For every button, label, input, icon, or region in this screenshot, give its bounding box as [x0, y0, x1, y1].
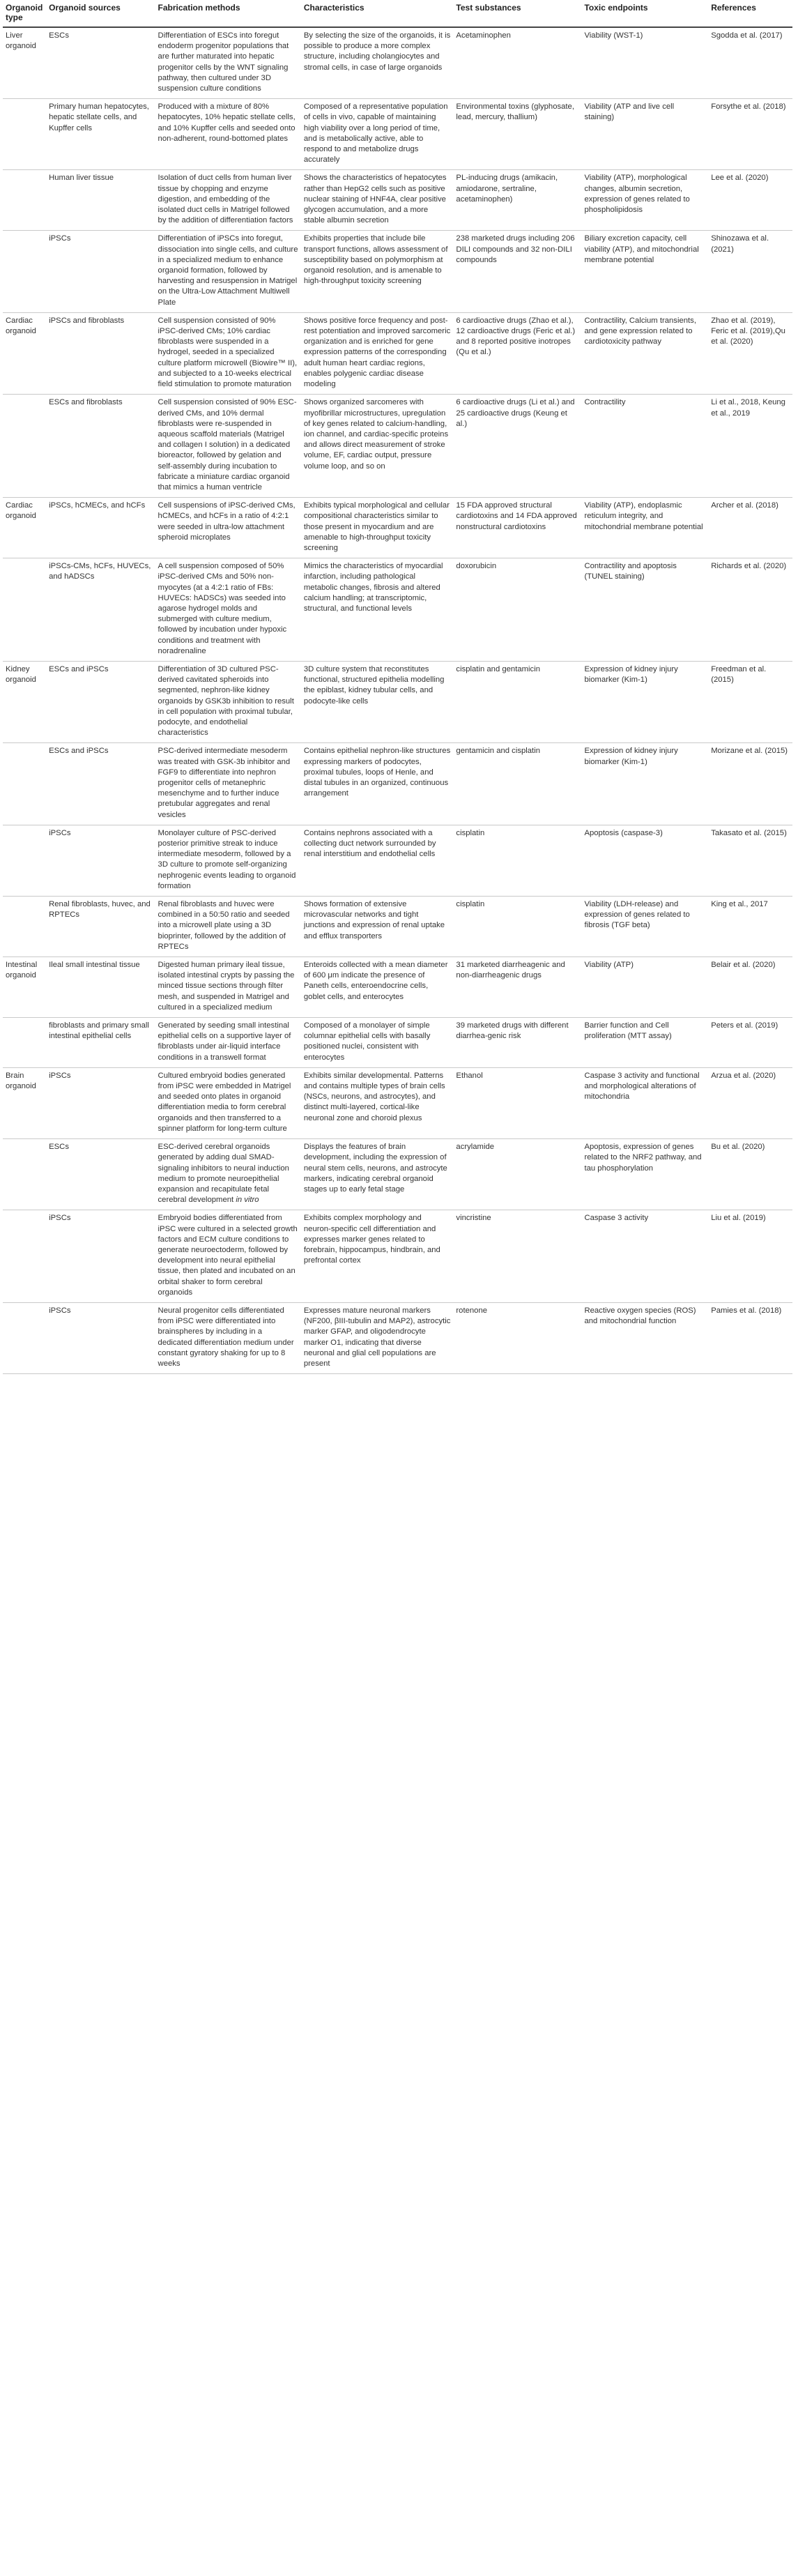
test-substances-cell — [453, 170, 581, 231]
table-row — [3, 558, 792, 662]
fabrication-method-cell — [155, 1139, 301, 1210]
test-substances-cell — [453, 395, 581, 498]
references-cell — [708, 1018, 792, 1068]
table-row — [3, 498, 792, 558]
references-text: Sgodda et al. (2017) — [711, 31, 783, 40]
fabrication-method-text: Isolation of duct cells from human liver tissue by chopping and enzyme digestion, and embedding of the isolated duct cells in Matrigel followed by the addition of differentiation factors — [158, 174, 293, 225]
references-text: Pamies et al. (2018) — [711, 1306, 782, 1315]
fabrication-method-cell — [155, 825, 301, 896]
characteristics-cell — [301, 395, 454, 498]
test-substances-cell — [453, 1210, 581, 1303]
table-row — [3, 743, 792, 825]
characteristics-text: Exhibits complex morphology and neuron-specific cell differentiation and expresses marker genes related to forebrain, hippocampus, hindbrain, and prefrontal cortex — [303, 1214, 440, 1265]
table-row — [3, 170, 792, 231]
organoid-source-text: Human liver tissue — [49, 174, 114, 183]
references-text: Forsythe et al. (2018) — [711, 102, 786, 112]
table-body — [3, 27, 792, 1374]
organoid-source-text: ESCs — [49, 1143, 69, 1152]
references-cell — [708, 1067, 792, 1138]
characteristics-text: 3D culture system that reconstitutes functional, structured epithelia modelling the epiblast, kidney tubular cells, and podocyte-like cells — [303, 664, 445, 706]
test-substances-cell — [453, 1018, 581, 1068]
characteristics-text: Composed of a representative population of cells in vivo, capable of maintaining high viability over a long period of time, and is metabolically active, able to respond to and metabolize drugs accurately — [303, 102, 448, 165]
organoid-source-cell — [46, 1067, 155, 1138]
references-cell — [708, 312, 792, 394]
test-substances-text: PL-inducing drugs (amikacin, amiodarone, sertraline, acetaminophen) — [456, 174, 558, 204]
toxic-endpoints-text: Contractility and apoptosis (TUNEL staining) — [584, 562, 677, 581]
organoid-type-cell — [3, 99, 46, 170]
toxic-endpoints-text: Reactive oxygen species (ROS) and mitochondrial function — [584, 1306, 696, 1326]
toxic-endpoints-text: Expression of kidney injury biomarker (Kim-1) — [584, 664, 678, 685]
header-row — [3, 0, 792, 27]
organoid-type-cell — [3, 743, 46, 825]
organoid-source-text: iPSCs-CMs, hCFs, HUVECs, and hADSCs — [49, 562, 151, 581]
toxic-endpoints-cell — [581, 99, 708, 170]
organoid-type-cell — [3, 1067, 46, 1138]
table-row — [3, 825, 792, 896]
test-substances-text: 6 cardioactive drugs (Zhao et al.), 12 cardioactive drugs (Feric et al.) and 8 reported positive inotropes (Qu et al.) — [456, 316, 576, 357]
toxic-endpoints-text: Apoptosis, expression of genes related to the NRF2 pathway, and tau phosphorylation — [584, 1143, 702, 1173]
fabrication-method-cell — [155, 1302, 301, 1373]
toxic-endpoints-cell — [581, 1210, 708, 1303]
fabrication-method-text: Cell suspension consisted of 90% ESC-derived CMs, and 10% dermal fibroblasts were re-suspended in aqueous scaffold materials (Matrigel and collagen I solution) in a dedicated bioreactor, followed by gelation and self-assembly during incubation to fabricate a miniature cardiac organoid that mimics a human ventricle — [158, 398, 297, 491]
toxic-endpoints-text: Contractility — [584, 398, 626, 407]
organoid-source-text: ESCs and fibroblasts — [49, 398, 123, 407]
fabrication-method-cell — [155, 395, 301, 498]
test-substances-text: gentamicin and cisplatin — [456, 747, 540, 756]
fabrication-method-cell — [155, 170, 301, 231]
organoid-type-cell — [3, 312, 46, 394]
organoid-source-cell — [46, 231, 155, 312]
characteristics-cell — [301, 170, 454, 231]
references-text: King et al., 2017 — [711, 900, 768, 909]
organoid-source-text: Ileal small intestinal tissue — [49, 961, 140, 970]
organoid-source-cell — [46, 312, 155, 394]
test-substances-text: 31 marketed diarrheagenic and non-diarrheagenic drugs — [456, 961, 565, 980]
toxic-endpoints-cell — [581, 27, 708, 99]
organoid-source-text: ESCs — [49, 31, 69, 40]
organoid-source-cell — [46, 661, 155, 742]
characteristics-text: Expresses mature neuronal markers (NF200, βIII-tubulin and MAP2), astrocytic marker GFAP, and oligodendrocyte marker O1, indicating that diverse neuronal and glial cell populations are present — [303, 1306, 451, 1368]
toxic-endpoints-cell — [581, 1067, 708, 1138]
fabrication-method-cell — [155, 1210, 301, 1303]
organoid-source-text: Renal fibroblasts, huvec, and RPTECs — [49, 900, 151, 920]
test-substances-cell — [453, 231, 581, 312]
table-row — [3, 1018, 792, 1068]
characteristics-cell — [301, 1067, 454, 1138]
test-substances-cell — [453, 1139, 581, 1210]
toxic-endpoints-text: Viability (ATP and live cell staining) — [584, 102, 675, 122]
references-text: Lee et al. (2020) — [711, 174, 769, 183]
references-text: Arzua et al. (2020) — [711, 1071, 776, 1080]
references-cell — [708, 498, 792, 558]
organoid-source-cell — [46, 1302, 155, 1373]
references-cell — [708, 99, 792, 170]
test-substances-cell — [453, 743, 581, 825]
toxic-endpoints-cell — [581, 231, 708, 312]
toxic-endpoints-cell — [581, 957, 708, 1018]
organoid-type-cell — [3, 395, 46, 498]
toxic-endpoints-text: Contractility, Calcium transients, and gene expression related to cardiotoxicity pathway — [584, 316, 696, 346]
fabrication-method-cell — [155, 312, 301, 394]
characteristics-cell — [301, 99, 454, 170]
organoid-type-text: Cardiac organoid — [6, 316, 36, 336]
fabrication-method-cell — [155, 661, 301, 742]
characteristics-cell — [301, 1018, 454, 1068]
characteristics-text: Contains nephrons associated with a collecting duct network surrounded by renal interstitium and endothelial cells — [303, 828, 436, 859]
table-row — [3, 897, 792, 957]
table-row — [3, 99, 792, 170]
fabrication-method-text: Monolayer culture of PSC-derived posterior primitive streak to induce intermediate mesoderm, followed by a 3D culture to promote self-organizing nephrogenic events leading to organoid formation — [158, 828, 296, 890]
toxic-endpoints-cell — [581, 897, 708, 957]
toxic-endpoints-text: Viability (ATP) — [584, 961, 634, 970]
characteristics-text: Enteroids collected with a mean diameter of 600 μm indicate the presence of Paneth cells, enteroendocrine cells, goblet cells, and enterocytes — [303, 961, 448, 1001]
characteristics-text: Contains epithelial nephron-like structures expressing markers of podocytes, proximal tubules, loops of Henle, and distal tubules in an organized, continuous arrangement — [303, 747, 451, 798]
references-cell — [708, 1139, 792, 1210]
toxic-endpoints-cell — [581, 743, 708, 825]
organoid-table — [3, 0, 792, 1374]
references-cell — [708, 743, 792, 825]
organoid-source-text: fibroblasts and primary small intestinal epithelial cells — [49, 1021, 149, 1041]
references-cell — [708, 558, 792, 662]
toxic-endpoints-text: Expression of kidney injury biomarker (Kim-1) — [584, 747, 678, 766]
characteristics-text: Displays the features of brain development, including the expression of neural stem cells, neurons, and astrocyte markers, indicating cerebral organoid stages up to early fetal stage — [303, 1143, 447, 1194]
toxic-endpoints-text: Viability (ATP), endoplasmic reticulum integrity, and mitochondrial membrane potential — [584, 501, 703, 531]
organoid-source-text: iPSCs — [49, 1306, 71, 1315]
test-substances-text: doxorubicin — [456, 562, 497, 571]
fabrication-method-text: ESC-derived cerebral organoids generated by adding dual SMAD-signaling inhibitors to neural induction medium to promote neuroepithelial expansion and recapitulate fetal cerebral development — [158, 1143, 289, 1205]
organoid-source-text: iPSCs — [49, 828, 71, 837]
organoid-source-cell — [46, 27, 155, 99]
table-row — [3, 1302, 792, 1373]
toxic-endpoints-cell — [581, 312, 708, 394]
organoid-type-cell — [3, 498, 46, 558]
test-substances-text: 15 FDA approved structural cardiotoxins and 14 FDA approved nonstructural cardiotoxins — [456, 501, 577, 531]
test-substances-cell — [453, 897, 581, 957]
test-substances-cell — [453, 825, 581, 896]
organoid-source-cell — [46, 395, 155, 498]
fabrication-method-text: Differentiation of iPSCs into foregut, dissociation into single cells, and culture in a specialized medium to enhance organoid formation, followed by harvesting and resuspension in Matrigel on the Ultra-Low Attachment Multiwell Plate — [158, 234, 298, 307]
references-text: Bu et al. (2020) — [711, 1143, 765, 1152]
organoid-type-text: Intestinal organoid — [6, 961, 38, 980]
test-substances-cell — [453, 99, 581, 170]
organoid-type-text: Brain organoid — [6, 1071, 36, 1091]
organoid-type-cell — [3, 957, 46, 1018]
test-substances-text: cisplatin — [456, 900, 485, 909]
column-header: Test substances — [453, 0, 581, 27]
references-cell — [708, 1302, 792, 1373]
test-substances-text: 6 cardioactive drugs (Li et al.) and 25 cardioactive drugs (Keung et al.) — [456, 398, 575, 428]
organoid-type-cell — [3, 661, 46, 742]
organoid-source-text: iPSCs, hCMECs, and hCFs — [49, 501, 146, 510]
test-substances-cell — [453, 661, 581, 742]
characteristics-text: Composed of a monolayer of simple columnar epithelial cells with basally positioned nuclei, consistent with enterocytes — [303, 1021, 431, 1062]
toxic-endpoints-cell — [581, 661, 708, 742]
test-substances-text: Acetaminophen — [456, 31, 511, 40]
organoid-source-cell — [46, 99, 155, 170]
test-substances-cell — [453, 558, 581, 662]
toxic-endpoints-cell — [581, 498, 708, 558]
table-row — [3, 661, 792, 742]
fabrication-method-text: Differentiation of 3D cultured PSC-derived cavitated spheroids into segmented, nephron-like kidney organoids by GSK3b inhibition to result in cell population with proximal tubular, podocyte, and endothelial characteristics — [158, 664, 294, 738]
characteristics-text: By selecting the size of the organoids, it is possible to produce a more complex structure, including cholangiocytes and stromal cells, in case of large organoids — [303, 31, 451, 72]
organoid-source-cell — [46, 1210, 155, 1303]
fabrication-method-cell — [155, 897, 301, 957]
characteristics-cell — [301, 1139, 454, 1210]
fabrication-method-text: Cell suspensions of iPSC-derived CMs, hCMECs, and hCFs in a ratio of 4:2:1 were seeded in ultra-low attachment spheroid microplates — [158, 501, 296, 542]
characteristics-text: Exhibits typical morphological and cellular compositional characteristics similar to those present in myocardium and are amenable to high-throughput toxicity screening — [303, 501, 450, 552]
references-text: Morizane et al. (2015) — [711, 747, 788, 756]
references-cell — [708, 231, 792, 312]
fabrication-method-text: Generated by seeding small intestinal epithelial cells on a supportive layer of fibroblasts under air-liquid interface conditions in a transwell format — [158, 1021, 291, 1062]
fabrication-method-cell — [155, 99, 301, 170]
characteristics-text: Mimics the characteristics of myocardial infarction, including pathological metabolic changes, fibrosis and altered calcium handling; at transcriptomic, structural, and functional levels — [303, 562, 443, 613]
fabrication-method-text: Differentiation of ESCs into foregut endoderm progenitor populations that are further maturated into hepatic progenitor cells by the WNT signaling pathway, then cultured under 3D suspension culture conditions — [158, 31, 289, 93]
references-text: Shinozawa et al. (2021) — [711, 234, 769, 254]
organoid-type-text: Kidney organoid — [6, 664, 36, 685]
fabrication-method-cell — [155, 498, 301, 558]
fabrication-method-cell — [155, 231, 301, 312]
characteristics-text: Shows the characteristics of hepatocytes rather than HepG2 cells such as positive nuclear staining of HNF4A, clear positive glycogen accumulation, and a more stable albumin secretion — [303, 174, 447, 225]
characteristics-text: Exhibits properties that include bile transport functions, allows assessment of susceptibility based on polymorphism at organoid resolution, and is amenable to high-throughput toxicity screening — [303, 234, 448, 286]
references-cell — [708, 825, 792, 896]
fabrication-method-text: Neural progenitor cells differentiated from iPSC were differentiated into brainspheres by including in a dedicated differentiation medium under constant gyratory shaking for up to 8 weeks — [158, 1306, 294, 1368]
organoid-source-text: iPSCs — [49, 1071, 71, 1080]
toxic-endpoints-cell — [581, 558, 708, 662]
fabrication-method-text: Digested human primary ileal tissue, isolated intestinal crypts by passing the minced tissue sections through filter mesh, and suspended in Matrigel and cultured in a specialized medium — [158, 961, 295, 1012]
characteristics-text: Exhibits similar developmental. Patterns and contains multiple types of brain cells (NSCs, neurons, and astrocytes), and distinct multi-layered, cortical-like neuronal zone and choroid plexus — [303, 1071, 445, 1122]
characteristics-cell — [301, 558, 454, 662]
characteristics-text: Shows formation of extensive microvascular networks and tight junctions and expression of renal uptake and efflux transporters — [303, 900, 445, 940]
references-text: Li et al., 2018, Keung et al., 2019 — [711, 398, 785, 418]
references-text: Liu et al. (2019) — [711, 1214, 766, 1223]
fabrication-method-cell — [155, 1018, 301, 1068]
test-substances-cell — [453, 498, 581, 558]
organoid-type-text: Liver organoid — [6, 31, 36, 51]
organoid-source-cell — [46, 825, 155, 896]
fabrication-method-text: Renal fibroblasts and huvec were combined in a 50:50 ratio and seeded into a microwell plate using a 3D bioprinter, followed by the addition of RPTECs — [158, 900, 290, 951]
table-row — [3, 231, 792, 312]
organoid-source-text: ESCs and iPSCs — [49, 747, 109, 756]
characteristics-cell — [301, 1210, 454, 1303]
table-row — [3, 1067, 792, 1138]
references-cell — [708, 957, 792, 1018]
references-text: Freedman et al. (2015) — [711, 664, 767, 685]
organoid-source-cell — [46, 1018, 155, 1068]
organoid-type-cell — [3, 231, 46, 312]
organoid-type-cell — [3, 1302, 46, 1373]
toxic-endpoints-cell — [581, 1018, 708, 1068]
organoid-source-text: iPSCs and fibroblasts — [49, 316, 125, 325]
toxic-endpoints-text: Caspase 3 activity and functional and morphological alterations of mitochondria — [584, 1071, 700, 1102]
fabrication-method-emphasis: in vitro — [236, 1196, 259, 1205]
references-cell — [708, 897, 792, 957]
organoid-source-cell — [46, 1139, 155, 1210]
organoid-type-cell — [3, 558, 46, 662]
toxic-endpoints-text: Apoptosis (caspase-3) — [584, 828, 663, 837]
fabrication-method-text: Embryoid bodies differentiated from iPSC were cultured in a selected growth factors and ECM culture conditions to generate neuroectoderm, followed by development into neural epithelial tissue, then plated and incubated on an orbital shaker to form cerebral organoids — [158, 1214, 298, 1297]
column-header: Fabrication methods — [155, 0, 301, 27]
fabrication-method-cell — [155, 743, 301, 825]
test-substances-text: vincristine — [456, 1214, 491, 1223]
references-text: Richards et al. (2020) — [711, 562, 787, 571]
column-header: Organoid sources — [46, 0, 155, 27]
references-cell — [708, 395, 792, 498]
table-row — [3, 957, 792, 1018]
toxic-endpoints-text: Viability (LDH-release) and expression of genes related to fibrosis (TGF beta) — [584, 900, 690, 930]
organoid-type-cell — [3, 1139, 46, 1210]
references-text: Takasato et al. (2015) — [711, 828, 787, 837]
characteristics-cell — [301, 897, 454, 957]
toxic-endpoints-cell — [581, 1302, 708, 1373]
organoid-type-text: Cardiac organoid — [6, 501, 36, 521]
test-substances-text: 238 marketed drugs including 206 DILI compounds and 32 non-DILI compounds — [456, 234, 575, 264]
organoid-type-cell — [3, 1210, 46, 1303]
fabrication-method-cell — [155, 957, 301, 1018]
organoid-source-cell — [46, 498, 155, 558]
column-header: Characteristics — [301, 0, 454, 27]
characteristics-text: Shows positive force frequency and post-rest potentiation and improved sarcomeric organization and is enriched for gene expression patterns of the corresponding adult human heart cardiac regions, enables polygenic cardiac disease modeling — [303, 316, 451, 389]
toxic-endpoints-cell — [581, 170, 708, 231]
fabrication-method-text: A cell suspension composed of 50% iPSC-derived CMs and 50% non-myocytes (at a 4:2:1 ratio of FBs: HUVECs: hADSCs) was seeded into agarose hydrogel molds and submerged with culture medium, followed by incubation under hypoxic conditions and treatment with noradrenaline — [158, 562, 287, 655]
test-substances-text: 39 marketed drugs with different diarrhea-genic risk — [456, 1021, 569, 1041]
test-substances-cell — [453, 1067, 581, 1138]
table-row — [3, 1210, 792, 1303]
toxic-endpoints-text: Viability (WST-1) — [584, 31, 643, 40]
test-substances-text: cisplatin — [456, 828, 485, 837]
toxic-endpoints-cell — [581, 1139, 708, 1210]
table-row — [3, 1139, 792, 1210]
organoid-source-text: Primary human hepatocytes, hepatic stellate cells, and Kupffer cells — [49, 102, 149, 132]
organoid-type-cell — [3, 27, 46, 99]
test-substances-text: cisplatin and gentamicin — [456, 664, 540, 673]
characteristics-cell — [301, 1302, 454, 1373]
test-substances-cell — [453, 312, 581, 394]
characteristics-text: Shows organized sarcomeres with myofibrillar microstructures, upregulation of key genes related to calcium-handling, ion channel, and cardiac-specific proteins and allows direct measurement of stroke volume, EF, cardiac output, pressure volume loop, and so on — [303, 398, 449, 471]
references-text: Archer et al. (2018) — [711, 501, 778, 510]
fabrication-method-text: PSC-derived intermediate mesoderm was treated with GSK-3b inhibitor and FGF9 to differentiate into nephron progenitor cells of metanephric mesenchyme and to further induce pretubular aggregates and renal vesicles — [158, 747, 291, 819]
organoid-source-text: iPSCs — [49, 1214, 71, 1223]
table-row — [3, 27, 792, 99]
references-text: Zhao et al. (2019), Feric et al. (2019),Qu et al. (2020) — [711, 316, 785, 346]
fabrication-method-text: Cultured embryoid bodies generated from iPSC were embedded in Matrigel and seeded onto plates in organoid differentiation media to form cerebral organoids and then transferred to a spinner platform for long-term culture — [158, 1071, 291, 1133]
characteristics-cell — [301, 743, 454, 825]
test-substances-cell — [453, 957, 581, 1018]
toxic-endpoints-text: Barrier function and Cell proliferation (MTT assay) — [584, 1021, 672, 1041]
organoid-source-text: iPSCs — [49, 234, 71, 243]
toxic-endpoints-cell — [581, 825, 708, 896]
test-substances-text: rotenone — [456, 1306, 488, 1315]
organoid-type-cell — [3, 1018, 46, 1068]
characteristics-cell — [301, 27, 454, 99]
organoid-source-cell — [46, 897, 155, 957]
column-header: Organoid type — [3, 0, 46, 27]
organoid-source-cell — [46, 957, 155, 1018]
references-text: Belair et al. (2020) — [711, 961, 776, 970]
table-row — [3, 312, 792, 394]
fabrication-method-cell — [155, 558, 301, 662]
organoid-source-text: ESCs and iPSCs — [49, 664, 109, 673]
organoid-type-cell — [3, 170, 46, 231]
test-substances-cell — [453, 1302, 581, 1373]
characteristics-cell — [301, 957, 454, 1018]
references-cell — [708, 661, 792, 742]
fabrication-method-cell — [155, 27, 301, 99]
toxic-endpoints-cell — [581, 395, 708, 498]
column-header: References — [708, 0, 792, 27]
organoid-source-cell — [46, 558, 155, 662]
characteristics-cell — [301, 661, 454, 742]
test-substances-text: Environmental toxins (glyphosate, lead, mercury, thallium) — [456, 102, 574, 122]
characteristics-cell — [301, 498, 454, 558]
fabrication-method-text: Produced with a mixture of 80% hepatocytes, 10% hepatic stellate cells, and 10% Kupffer cells and seeded onto non-adherent, round-bottomed plates — [158, 102, 296, 143]
references-cell — [708, 170, 792, 231]
test-substances-text: Ethanol — [456, 1071, 483, 1080]
test-substances-text: acrylamide — [456, 1143, 495, 1152]
column-header: Toxic endpoints — [581, 0, 708, 27]
fabrication-method-cell — [155, 1067, 301, 1138]
characteristics-cell — [301, 312, 454, 394]
fabrication-method-text: Cell suspension consisted of 90% iPSC-derived CMs; 10% cardiac fibroblasts were suspended in a hydrogel, seeded in a specialized culture platform microwell (Biowire™ II), and subjected to a 10-weeks electrical field stimulation to promote maturation — [158, 316, 298, 389]
table-row — [3, 395, 792, 498]
references-cell — [708, 27, 792, 99]
references-text: Peters et al. (2019) — [711, 1021, 778, 1030]
organoid-source-cell — [46, 743, 155, 825]
organoid-source-cell — [46, 170, 155, 231]
organoid-type-cell — [3, 897, 46, 957]
organoid-type-cell — [3, 825, 46, 896]
test-substances-cell — [453, 27, 581, 99]
characteristics-cell — [301, 825, 454, 896]
toxic-endpoints-text: Caspase 3 activity — [584, 1214, 649, 1223]
toxic-endpoints-text: Biliary excretion capacity, cell viability (ATP), and mitochondrial membrane potential — [584, 234, 699, 264]
toxic-endpoints-text: Viability (ATP), morphological changes, albumin secretion, expression of genes related to phospholipidosis — [584, 174, 690, 215]
references-cell — [708, 1210, 792, 1303]
characteristics-cell — [301, 231, 454, 312]
